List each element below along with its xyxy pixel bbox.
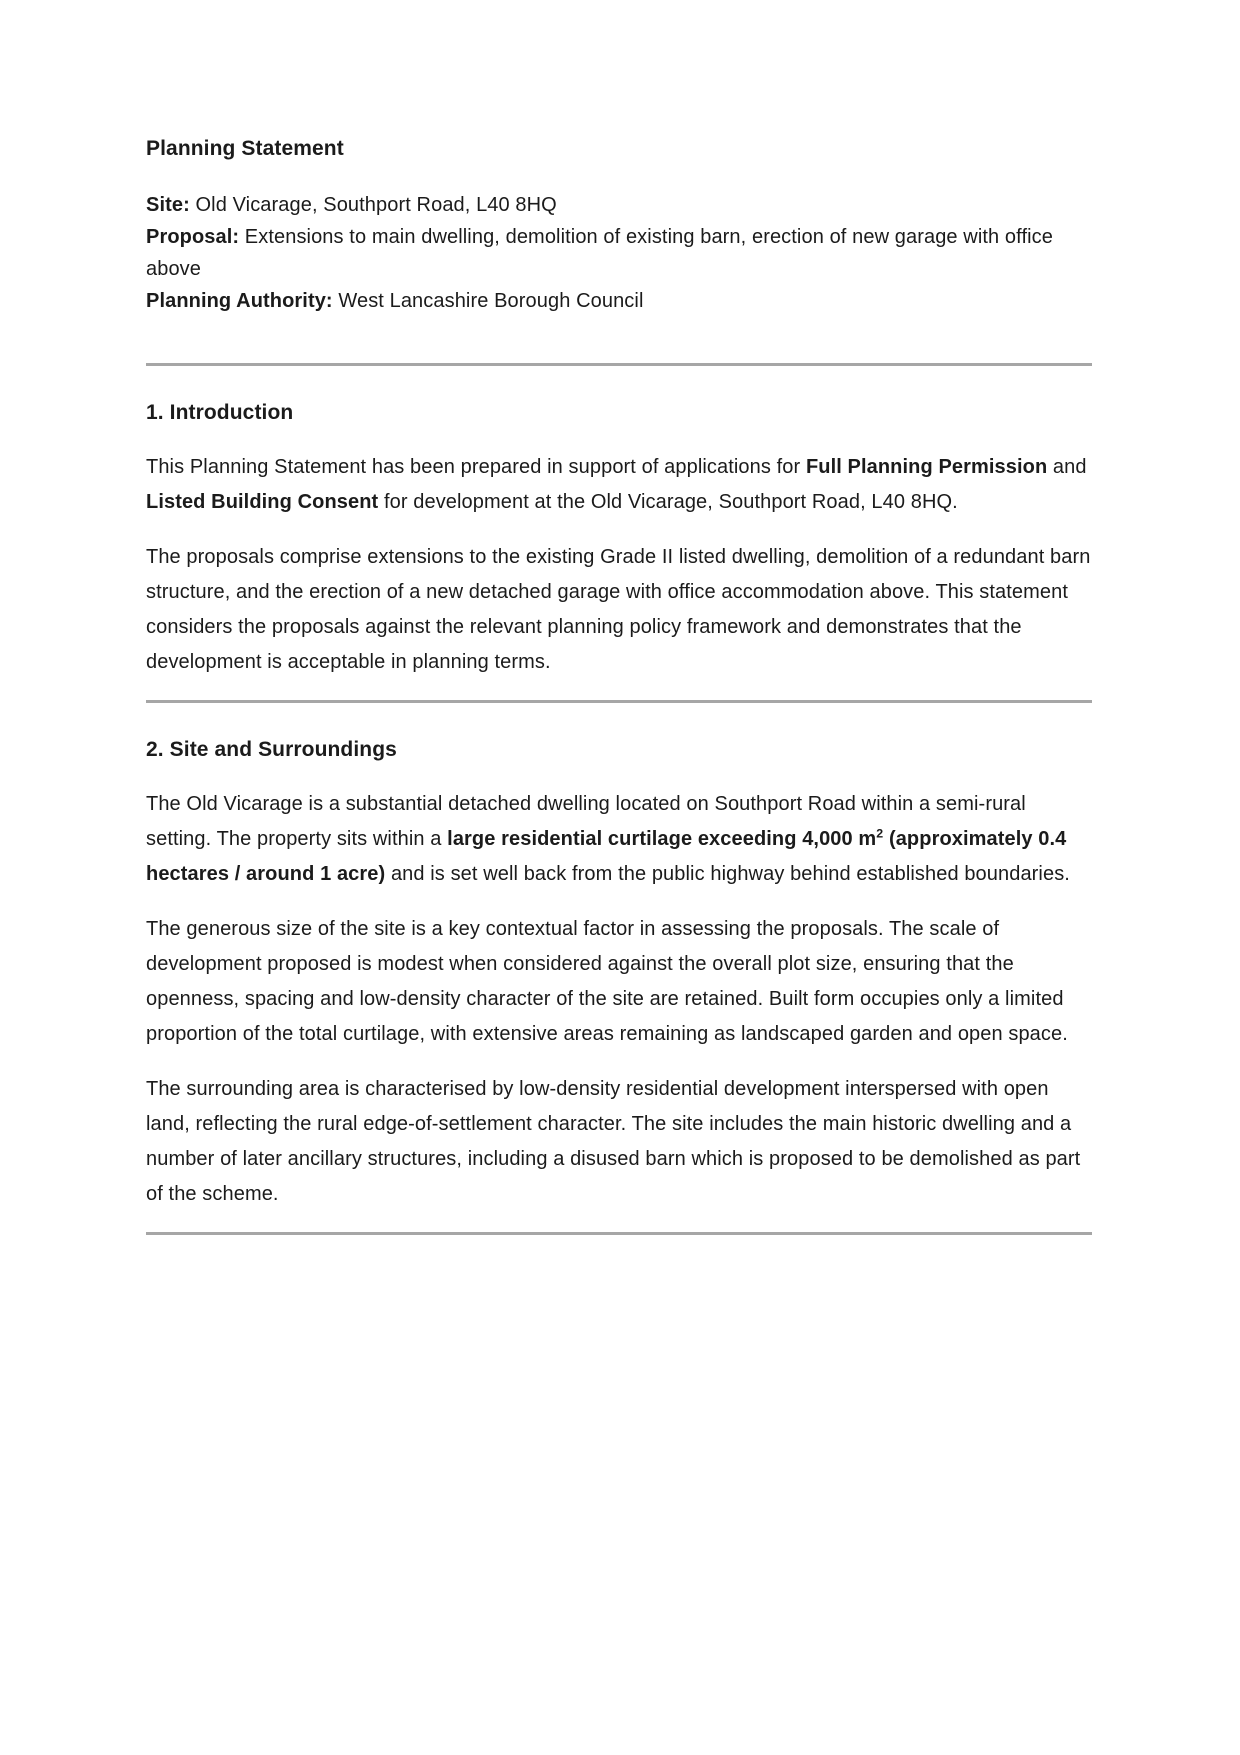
- meta-label: Planning Authority:: [146, 290, 333, 312]
- text-run: This Planning Statement has been prepared in support of applications for: [146, 456, 806, 478]
- text-run: The Old Vicarage is a substantial detached dwelling located on Southport Road within a semi-rural setting. The property sits within a: [146, 793, 1026, 850]
- document-sections: [146, 363, 1092, 1235]
- section-heading: 1. Introduction: [146, 401, 294, 424]
- document-meta: [146, 189, 1092, 317]
- section-divider: [146, 363, 1092, 366]
- meta-value: Extensions to main dwelling, demolition of existing barn, erection of new garage with office above: [146, 226, 1053, 280]
- meta-line: [146, 221, 1092, 285]
- text-run: for development at the Old Vicarage, Southport Road, L40 8HQ.: [378, 491, 958, 513]
- text-run: 2: [876, 826, 884, 841]
- section-divider: [146, 700, 1092, 703]
- text-run: (approximately 0.4 hectares / around 1 acre): [146, 828, 1067, 885]
- section-heading: 2. Site and Surroundings: [146, 738, 397, 761]
- document-title: Planning Statement: [146, 137, 344, 160]
- meta-value: Old Vicarage, Southport Road, L40 8HQ: [189, 194, 557, 216]
- paragraph: [146, 450, 1092, 520]
- meta-line: [146, 189, 1092, 221]
- text-run: and is set well back from the public highway behind established boundaries.: [385, 863, 1070, 885]
- document-end-divider: [146, 1232, 1092, 1235]
- text-run: The proposals comprise extensions to the existing Grade II listed dwelling, demolition of a redundant barn structure, and the erection of a new detached garage with office accommodation above. This statement considers the proposals against the relevant planning policy framework and demonstrates that the development is acceptable in planning terms.: [146, 546, 1091, 673]
- meta-value: West Lancashire Borough Council: [332, 290, 644, 312]
- paragraph: [146, 540, 1092, 680]
- paragraph: [146, 1072, 1092, 1212]
- text-run: large residential curtilage exceeding 4,000 m: [447, 828, 877, 850]
- meta-label: Proposal:: [146, 226, 240, 248]
- doc-section: [146, 400, 1092, 680]
- text-run: The generous size of the site is a key contextual factor in assessing the proposals. The scale of development proposed is modest when considered against the overall plot size, ensuring that the openness, spacing and low-density character of the site are retained. Built form occupies only a limited proportion of the total curtilage, with extensive areas remaining as landscaped garden and open space.: [146, 918, 1068, 1045]
- doc-section: [146, 737, 1092, 1212]
- text-run: The surrounding area is characterised by low-density residential development interspersed with open land, reflecting the rural edge-of-settlement character. The site includes the main historic dwelling and a number of later ancillary structures, including a disused barn which is proposed to be demolished as part of the scheme.: [146, 1078, 1081, 1205]
- meta-label: Site:: [146, 194, 190, 216]
- text-run: and: [1047, 456, 1087, 478]
- text-run: Listed Building Consent: [146, 491, 379, 513]
- meta-line: [146, 285, 1092, 317]
- text-run: Full Planning Permission: [805, 456, 1048, 478]
- paragraph: [146, 912, 1092, 1052]
- paragraph: [146, 787, 1092, 892]
